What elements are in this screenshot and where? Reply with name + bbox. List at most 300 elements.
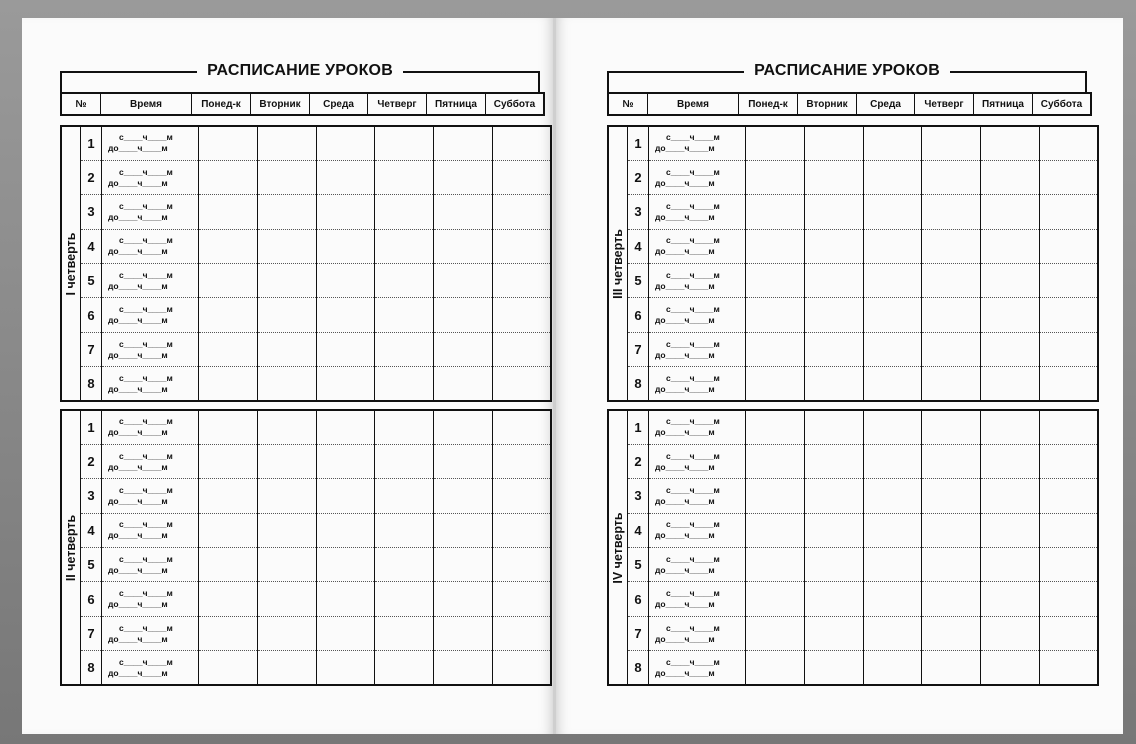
schedule-cell[interactable] (434, 298, 493, 332)
lesson-number: 8 (628, 651, 649, 685)
schedule-cell[interactable] (199, 582, 258, 616)
time-from: с____ч____м (119, 269, 173, 280)
time-to: до____ч____м (108, 246, 168, 257)
time-to: до____ч____м (108, 280, 168, 291)
schedule-cell[interactable] (317, 651, 375, 685)
header-time: Время (101, 93, 192, 115)
schedule-cell[interactable] (375, 195, 434, 229)
schedule-cell[interactable] (199, 513, 258, 547)
schedule-cell[interactable] (258, 126, 317, 160)
schedule-cell[interactable] (1040, 513, 1099, 547)
schedule-cell[interactable] (317, 410, 375, 444)
schedule-cell[interactable] (746, 298, 805, 332)
schedule-cell[interactable] (746, 126, 805, 160)
schedule-cell[interactable] (375, 367, 434, 401)
time-to: до____ч____м (655, 530, 715, 541)
schedule-cell[interactable] (922, 410, 981, 444)
header-day: Суббота (486, 93, 545, 115)
time-to: до____ч____м (108, 349, 168, 360)
header-day: Вторник (251, 93, 310, 115)
time-from: с____ч____м (666, 588, 720, 599)
schedule-cell[interactable] (805, 264, 864, 298)
time-to: до____ч____м (655, 667, 715, 678)
schedule-cell[interactable] (199, 229, 258, 263)
schedule-cell[interactable] (922, 229, 981, 263)
lesson-time (102, 332, 199, 366)
lesson-number: 6 (81, 298, 102, 332)
schedule-cell[interactable] (864, 332, 922, 366)
time-from: с____ч____м (666, 166, 720, 177)
schedule-cell[interactable] (375, 479, 434, 513)
schedule-cell[interactable] (375, 332, 434, 366)
schedule-cell[interactable] (746, 616, 805, 650)
lesson-time (649, 513, 746, 547)
schedule-cell[interactable] (258, 582, 317, 616)
schedule-cell[interactable] (864, 616, 922, 650)
schedule-cell[interactable] (922, 444, 981, 478)
schedule-cell[interactable] (258, 651, 317, 685)
time-from: с____ч____м (666, 200, 720, 211)
schedule-cell[interactable] (493, 548, 552, 582)
schedule-cell[interactable] (258, 444, 317, 478)
schedule-cell[interactable] (864, 548, 922, 582)
time-to: до____ч____м (655, 177, 715, 188)
time-from: с____ч____м (119, 372, 173, 383)
time-to: до____ч____м (108, 667, 168, 678)
schedule-cell[interactable] (199, 195, 258, 229)
schedule-cell[interactable] (746, 582, 805, 616)
schedule-cell[interactable] (258, 367, 317, 401)
header-day: Среда (857, 93, 915, 115)
schedule-cell[interactable] (493, 582, 552, 616)
schedule-cell[interactable] (493, 367, 552, 401)
time-to: до____ч____м (108, 530, 168, 541)
time-from: с____ч____м (666, 338, 720, 349)
schedule-cell[interactable] (434, 160, 493, 194)
time-from: с____ч____м (666, 416, 720, 427)
schedule-cell[interactable] (1040, 616, 1099, 650)
lesson-time (102, 367, 199, 401)
lesson-number: 3 (81, 479, 102, 513)
schedule-cell[interactable] (199, 367, 258, 401)
schedule-cell[interactable] (805, 444, 864, 478)
schedule-cell[interactable] (981, 298, 1040, 332)
lesson-time (649, 264, 746, 298)
schedule-cell[interactable] (746, 651, 805, 685)
schedule-cell[interactable] (1040, 367, 1099, 401)
lesson-number: 1 (628, 410, 649, 444)
schedule-cell[interactable] (258, 479, 317, 513)
schedule-cell[interactable] (922, 479, 981, 513)
schedule-cell[interactable] (434, 582, 493, 616)
schedule-cell[interactable] (1040, 444, 1099, 478)
schedule-cell[interactable] (317, 616, 375, 650)
title-frame (60, 71, 540, 92)
schedule-cell[interactable] (434, 444, 493, 478)
lesson-number: 4 (628, 513, 649, 547)
lesson-time (102, 229, 199, 263)
schedule-cell[interactable] (317, 548, 375, 582)
schedule-cell[interactable] (864, 367, 922, 401)
quarter-label-cell (608, 410, 628, 685)
schedule-cell[interactable] (805, 229, 864, 263)
schedule-cell[interactable] (746, 548, 805, 582)
schedule-cell[interactable] (493, 298, 552, 332)
schedule-cell[interactable] (1040, 126, 1099, 160)
schedule-cell[interactable] (258, 229, 317, 263)
schedule-cell[interactable] (922, 367, 981, 401)
schedule-cell[interactable] (375, 548, 434, 582)
schedule-cell[interactable] (805, 410, 864, 444)
time-to: до____ч____м (108, 143, 168, 154)
header-day: Среда (310, 93, 368, 115)
lesson-row (608, 264, 1098, 298)
lesson-row (61, 651, 551, 685)
schedule-cell[interactable] (981, 229, 1040, 263)
schedule-cell[interactable] (1040, 479, 1099, 513)
schedule-cell[interactable] (746, 160, 805, 194)
lesson-row (61, 616, 551, 650)
schedule-cell[interactable] (199, 410, 258, 444)
schedule-cell[interactable] (375, 410, 434, 444)
time-from: с____ч____м (666, 519, 720, 530)
time-from: с____ч____м (119, 622, 173, 633)
quarter-block (607, 125, 1099, 402)
schedule-cell[interactable] (434, 126, 493, 160)
quarter-block (60, 125, 552, 402)
schedule-cell[interactable] (1040, 651, 1099, 685)
lesson-time (649, 548, 746, 582)
lesson-time (102, 444, 199, 478)
schedule-cell[interactable] (805, 367, 864, 401)
schedule-cell[interactable] (434, 264, 493, 298)
time-from: с____ч____м (119, 450, 173, 461)
lesson-number: 7 (628, 332, 649, 366)
schedule-cell[interactable] (493, 195, 552, 229)
lesson-row (61, 479, 551, 513)
lesson-row (608, 410, 1098, 444)
schedule-title: РАСПИСАНИЕ УРОКОВ (207, 62, 393, 79)
lesson-number: 6 (628, 582, 649, 616)
schedule-cell[interactable] (199, 444, 258, 478)
schedule-cell[interactable] (922, 195, 981, 229)
schedule-cell[interactable] (317, 160, 375, 194)
schedule-cell[interactable] (981, 367, 1040, 401)
schedule-cell[interactable] (981, 479, 1040, 513)
schedule-cell[interactable] (981, 160, 1040, 194)
header-num: № (61, 93, 101, 115)
schedule-cell[interactable] (922, 298, 981, 332)
lesson-number: 2 (628, 444, 649, 478)
quarter-label: IV четверть (611, 511, 625, 584)
schedule-cell[interactable] (199, 298, 258, 332)
schedule-cell[interactable] (375, 229, 434, 263)
lesson-row (61, 410, 551, 444)
time-to: до____ч____м (655, 280, 715, 291)
schedule-cell[interactable] (805, 548, 864, 582)
schedule-cell[interactable] (199, 479, 258, 513)
schedule-cell[interactable] (258, 298, 317, 332)
lesson-row (61, 160, 551, 194)
schedule-cell[interactable] (805, 479, 864, 513)
schedule-cell[interactable] (199, 264, 258, 298)
schedule-cell[interactable] (746, 195, 805, 229)
schedule-cell[interactable] (1040, 229, 1099, 263)
time-to: до____ч____м (655, 143, 715, 154)
schedule-cell[interactable] (434, 616, 493, 650)
schedule-cell[interactable] (981, 616, 1040, 650)
schedule-cell[interactable] (434, 410, 493, 444)
schedule-cell[interactable] (258, 264, 317, 298)
time-from: с____ч____м (119, 553, 173, 564)
schedule-cell[interactable] (434, 332, 493, 366)
lesson-row (608, 160, 1098, 194)
lesson-number: 6 (628, 298, 649, 332)
schedule-cell[interactable] (317, 513, 375, 547)
schedule-cell[interactable] (258, 160, 317, 194)
lesson-row (61, 264, 551, 298)
schedule-cell[interactable] (493, 160, 552, 194)
schedule-cell[interactable] (805, 651, 864, 685)
schedule-cell[interactable] (493, 651, 552, 685)
lesson-number: 2 (81, 160, 102, 194)
lesson-row (608, 367, 1098, 401)
schedule-cell[interactable] (434, 513, 493, 547)
schedule-cell[interactable] (805, 616, 864, 650)
schedule-cell[interactable] (434, 548, 493, 582)
schedule-cell[interactable] (375, 582, 434, 616)
schedule-cell[interactable] (922, 513, 981, 547)
schedule-cell[interactable] (922, 332, 981, 366)
schedule-cell[interactable] (1040, 332, 1099, 366)
schedule-cell[interactable] (199, 126, 258, 160)
schedule-cell[interactable] (1040, 410, 1099, 444)
schedule-cell[interactable] (317, 444, 375, 478)
time-to: до____ч____м (655, 633, 715, 644)
schedule-cell[interactable] (258, 410, 317, 444)
schedule-cell[interactable] (805, 195, 864, 229)
schedule-cell[interactable] (434, 195, 493, 229)
schedule-cell[interactable] (864, 229, 922, 263)
lesson-row (61, 367, 551, 401)
lesson-number: 4 (81, 513, 102, 547)
schedule-cell[interactable] (258, 513, 317, 547)
schedule-cell[interactable] (864, 264, 922, 298)
lesson-row (61, 582, 551, 616)
schedule-cell[interactable] (746, 264, 805, 298)
schedule-cell[interactable] (317, 195, 375, 229)
schedule-cell[interactable] (317, 298, 375, 332)
schedule-cell[interactable] (317, 367, 375, 401)
schedule-cell[interactable] (493, 444, 552, 478)
schedule-cell[interactable] (199, 548, 258, 582)
lesson-number: 5 (628, 548, 649, 582)
header-day: Суббота (1033, 93, 1092, 115)
schedule-cell[interactable] (981, 264, 1040, 298)
schedule-cell[interactable] (981, 444, 1040, 478)
schedule-cell[interactable] (981, 548, 1040, 582)
schedule-cell[interactable] (199, 616, 258, 650)
schedule-cell[interactable] (258, 332, 317, 366)
schedule-cell[interactable] (805, 298, 864, 332)
time-from: с____ч____м (119, 235, 173, 246)
schedule-cell[interactable] (981, 195, 1040, 229)
schedule-cell[interactable] (805, 332, 864, 366)
schedule-cell[interactable] (493, 126, 552, 160)
schedule-cell[interactable] (922, 126, 981, 160)
schedule-cell[interactable] (317, 332, 375, 366)
lesson-row (608, 513, 1098, 547)
schedule-cell[interactable] (493, 479, 552, 513)
time-to: до____ч____м (108, 633, 168, 644)
lesson-time (102, 298, 199, 332)
schedule-cell[interactable] (199, 160, 258, 194)
schedule-cell[interactable] (746, 410, 805, 444)
schedule-cell[interactable] (375, 126, 434, 160)
schedule-cell[interactable] (1040, 195, 1099, 229)
schedule-cell[interactable] (1040, 548, 1099, 582)
lesson-time (102, 582, 199, 616)
schedule-cell[interactable] (258, 616, 317, 650)
lesson-row (608, 126, 1098, 160)
schedule-cell[interactable] (981, 126, 1040, 160)
schedule-cell[interactable] (199, 651, 258, 685)
lesson-time (102, 410, 199, 444)
lesson-row (61, 444, 551, 478)
time-from: с____ч____м (666, 484, 720, 495)
schedule-cell[interactable] (864, 582, 922, 616)
schedule-cell[interactable] (375, 513, 434, 547)
schedule-cell[interactable] (981, 332, 1040, 366)
schedule-cell[interactable] (199, 332, 258, 366)
schedule-cell[interactable] (922, 264, 981, 298)
time-to: до____ч____м (655, 349, 715, 360)
schedule-cell[interactable] (981, 582, 1040, 616)
schedule-cell[interactable] (1040, 264, 1099, 298)
schedule-cell[interactable] (864, 410, 922, 444)
time-to: до____ч____м (655, 427, 715, 438)
lesson-number: 7 (81, 332, 102, 366)
header-day: Вторник (798, 93, 857, 115)
schedule-cell[interactable] (434, 367, 493, 401)
lesson-number: 2 (81, 444, 102, 478)
lesson-row (61, 195, 551, 229)
time-to: до____ч____м (655, 246, 715, 257)
schedule-cell[interactable] (922, 582, 981, 616)
schedule-cell[interactable] (493, 513, 552, 547)
schedule-cell[interactable] (258, 195, 317, 229)
lesson-number: 4 (81, 229, 102, 263)
schedule-cell[interactable] (922, 651, 981, 685)
time-to: до____ч____м (108, 461, 168, 472)
schedule-cell[interactable] (981, 513, 1040, 547)
time-to: до____ч____м (655, 564, 715, 575)
time-from: с____ч____м (119, 588, 173, 599)
schedule-cell[interactable] (493, 616, 552, 650)
schedule-cell[interactable] (317, 582, 375, 616)
schedule-cell[interactable] (317, 229, 375, 263)
header-day: Понед-к (192, 93, 251, 115)
lesson-number: 5 (81, 264, 102, 298)
schedule-cell[interactable] (746, 229, 805, 263)
schedule-cell[interactable] (981, 651, 1040, 685)
schedule-cell[interactable] (258, 548, 317, 582)
schedule-cell[interactable] (746, 479, 805, 513)
time-from: с____ч____м (666, 304, 720, 315)
lesson-time (102, 548, 199, 582)
schedule-cell[interactable] (1040, 298, 1099, 332)
schedule-cell[interactable] (864, 651, 922, 685)
schedule-cell[interactable] (375, 651, 434, 685)
schedule-cell[interactable] (864, 195, 922, 229)
schedule-cell[interactable] (493, 410, 552, 444)
schedule-cell[interactable] (317, 479, 375, 513)
schedule-cell[interactable] (317, 264, 375, 298)
lesson-row (61, 548, 551, 582)
schedule-cell[interactable] (493, 229, 552, 263)
schedule-cell[interactable] (434, 479, 493, 513)
schedule-cell[interactable] (805, 513, 864, 547)
schedule-cell[interactable] (864, 479, 922, 513)
schedule-cell[interactable] (1040, 160, 1099, 194)
lesson-time (649, 582, 746, 616)
schedule-cell[interactable] (805, 582, 864, 616)
schedule-cell[interactable] (864, 444, 922, 478)
time-to: до____ч____м (108, 177, 168, 188)
time-from: с____ч____м (119, 166, 173, 177)
time-to: до____ч____м (108, 599, 168, 610)
schedule-cell[interactable] (922, 160, 981, 194)
lesson-number: 8 (628, 367, 649, 401)
schedule-cell[interactable] (375, 444, 434, 478)
time-from: с____ч____м (119, 656, 173, 667)
title-frame (607, 71, 1087, 92)
schedule-cell[interactable] (317, 126, 375, 160)
schedule-cell[interactable] (434, 651, 493, 685)
schedule-cell[interactable] (981, 410, 1040, 444)
schedule-header (607, 92, 1092, 116)
schedule-cell[interactable] (375, 616, 434, 650)
lesson-time (649, 195, 746, 229)
schedule-cell[interactable] (493, 264, 552, 298)
schedule-cell[interactable] (805, 126, 864, 160)
schedule-cell[interactable] (864, 298, 922, 332)
schedule-cell[interactable] (375, 298, 434, 332)
schedule-cell[interactable] (375, 160, 434, 194)
schedule-cell[interactable] (375, 264, 434, 298)
schedule-cell[interactable] (1040, 582, 1099, 616)
lesson-row (608, 298, 1098, 332)
lesson-time (102, 513, 199, 547)
time-to: до____ч____м (108, 564, 168, 575)
quarter-label-cell (608, 126, 628, 401)
schedule-cell[interactable] (746, 367, 805, 401)
schedule-cell[interactable] (922, 548, 981, 582)
schedule-cell[interactable] (864, 160, 922, 194)
schedule-cell[interactable] (805, 160, 864, 194)
lesson-number: 1 (628, 126, 649, 160)
schedule-cell[interactable] (746, 513, 805, 547)
schedule-cell[interactable] (434, 229, 493, 263)
schedule-cell[interactable] (864, 126, 922, 160)
schedule-cell[interactable] (922, 616, 981, 650)
time-from: с____ч____м (119, 484, 173, 495)
header-num: № (608, 93, 648, 115)
schedule-cell[interactable] (746, 332, 805, 366)
schedule-cell[interactable] (746, 444, 805, 478)
schedule-cell[interactable] (493, 332, 552, 366)
schedule-cell[interactable] (864, 513, 922, 547)
